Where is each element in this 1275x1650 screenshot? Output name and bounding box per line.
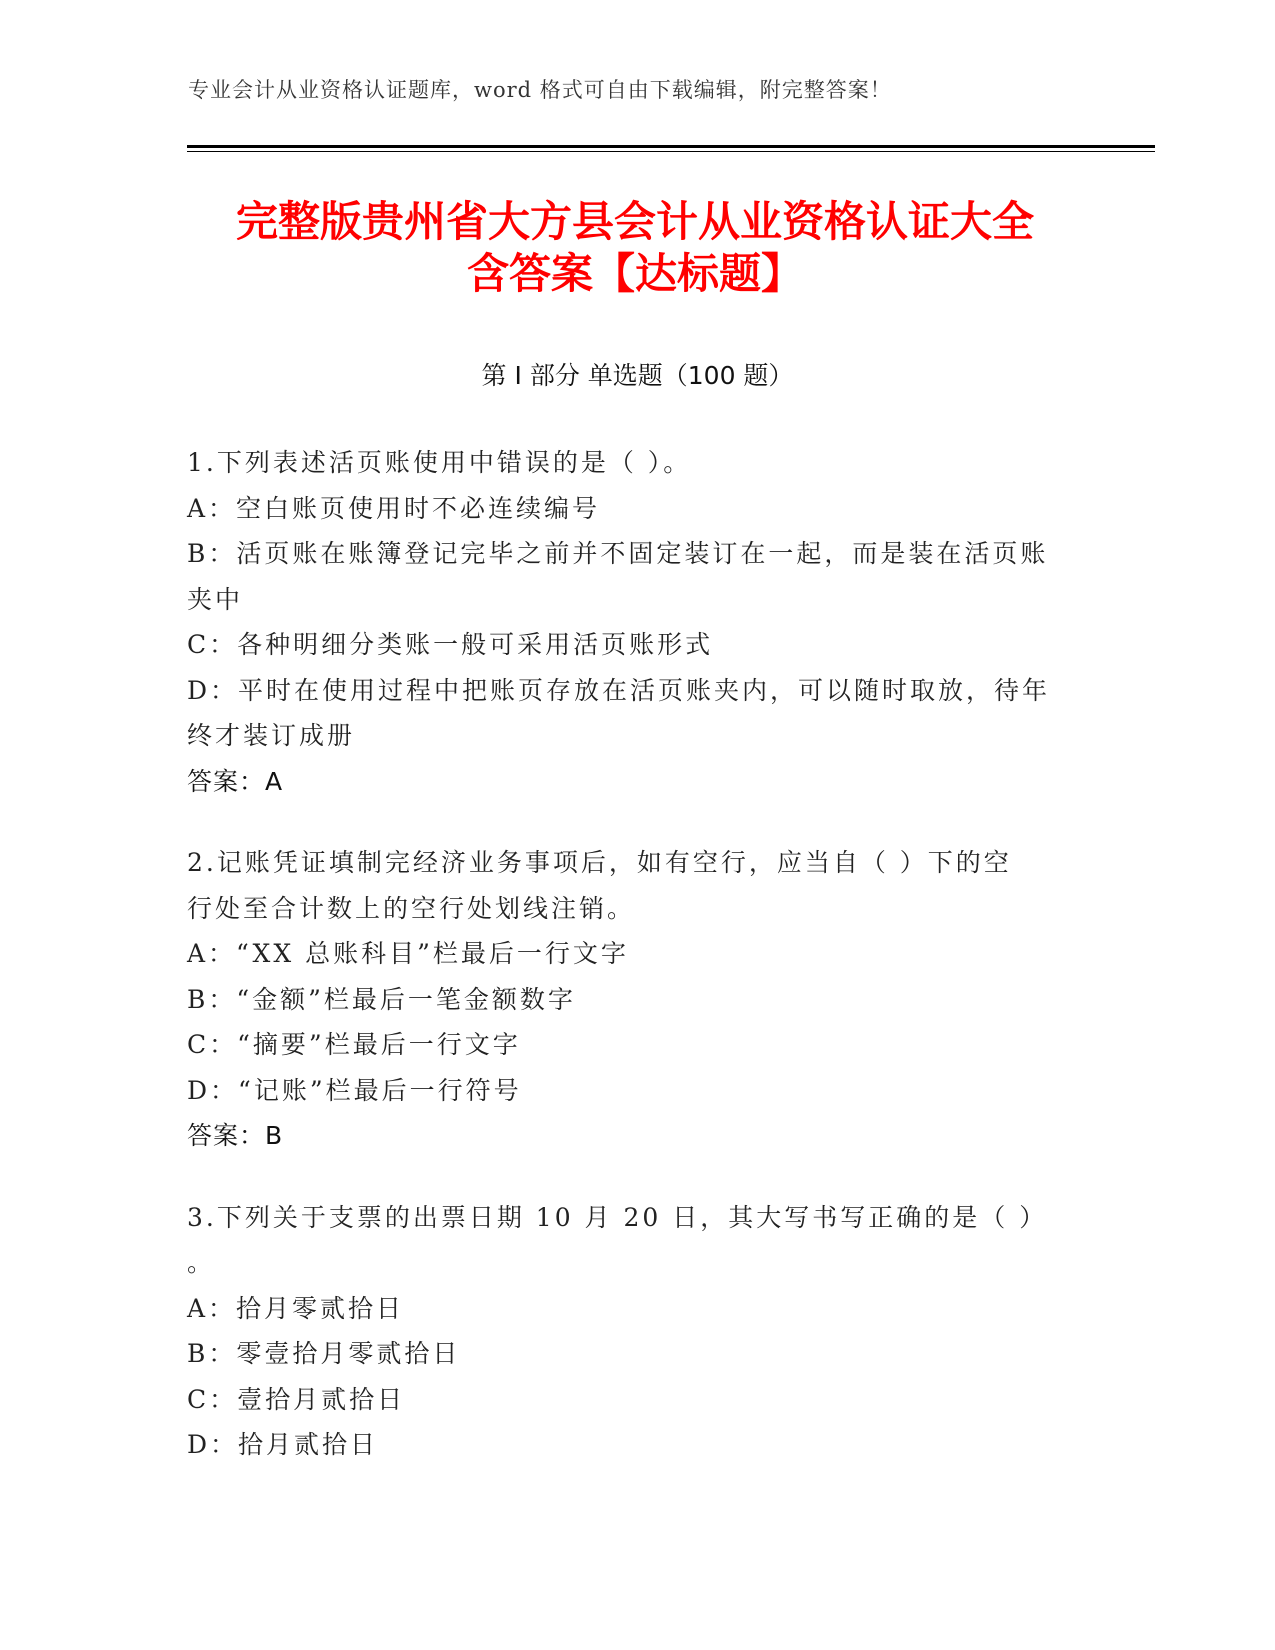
option-d — [187, 1068, 1077, 1114]
document-title-line-2: 含答案【达标题】 — [466, 249, 803, 298]
option-c — [187, 622, 1077, 668]
option-line: D：平时在使用过程中把账页存放在活页账夹内，可以随时取放，待年 — [187, 675, 1051, 705]
option-c — [187, 1377, 1077, 1423]
section-title: 第 I 部分 单选题（100 题） — [481, 361, 794, 390]
answer-label: 答案：B — [187, 1121, 284, 1150]
option-line: A：空白账页使用时不必连续编号 — [187, 493, 601, 523]
question-stem-line: 2.记账凭证填制完经济业务事项后，如有空行，应当自（ ）下的空 — [187, 848, 1012, 877]
question-stem-line: 3.下列关于支票的出票日期 10 月 20 日，其大写书写正确的是（ ） — [187, 1202, 1048, 1232]
question-3 — [187, 1195, 1077, 1468]
option-b — [187, 1331, 1077, 1377]
option-line: A：“XX 总账科目”栏最后一行文字 — [187, 939, 629, 968]
option-d — [187, 1422, 1077, 1468]
option-b — [187, 977, 1077, 1023]
option-line: B：活页账在账簿登记完毕之前并不固定装订在一起，而是装在活页账 — [187, 539, 1049, 568]
question-2 — [187, 840, 1077, 1159]
option-line: A：拾月零贰拾日 — [187, 1293, 405, 1323]
option-c — [187, 1022, 1077, 1068]
option-b — [187, 531, 1077, 622]
question-list — [187, 440, 1077, 1504]
option-a — [187, 1286, 1077, 1332]
answer-label: 答案：A — [187, 766, 284, 796]
option-line: C：壹拾月贰拾日 — [187, 1384, 406, 1414]
document-title-line-1: 完整版贵州省大方县会计从业资格认证大全 — [235, 197, 1034, 246]
question-stem-line: 1.下列表述活页账使用中错误的是（ ）。 — [187, 448, 692, 477]
option-line: C：“摘要”栏最后一行文字 — [187, 1030, 521, 1059]
option-a — [187, 486, 1077, 532]
option-line: 终才装订成册 — [187, 721, 356, 750]
document-title — [160, 196, 1110, 300]
header-rule-thin — [187, 151, 1155, 152]
header-note: 专业会计从业资格认证题库，word 格式可自由下载编辑，附完整答案！ — [188, 78, 892, 102]
option-line: B：“金额”栏最后一笔金额数字 — [187, 984, 576, 1014]
option-line: 夹中 — [187, 584, 244, 614]
question-stem-line: 行处至合计数上的空行处划线注销。 — [187, 893, 636, 923]
option-line: C：各种明细分类账一般可采用活页账形式 — [187, 630, 714, 659]
option-d — [187, 668, 1077, 759]
question-1 — [187, 440, 1077, 804]
header-rule-thick — [187, 145, 1155, 148]
option-a — [187, 931, 1077, 977]
option-line: D：“记账”栏最后一行符号 — [187, 1075, 522, 1105]
option-line: D：拾月贰拾日 — [187, 1430, 379, 1459]
question-stem-line: 。 — [187, 1248, 216, 1277]
option-line: B：零壹拾月零贰拾日 — [187, 1339, 461, 1368]
